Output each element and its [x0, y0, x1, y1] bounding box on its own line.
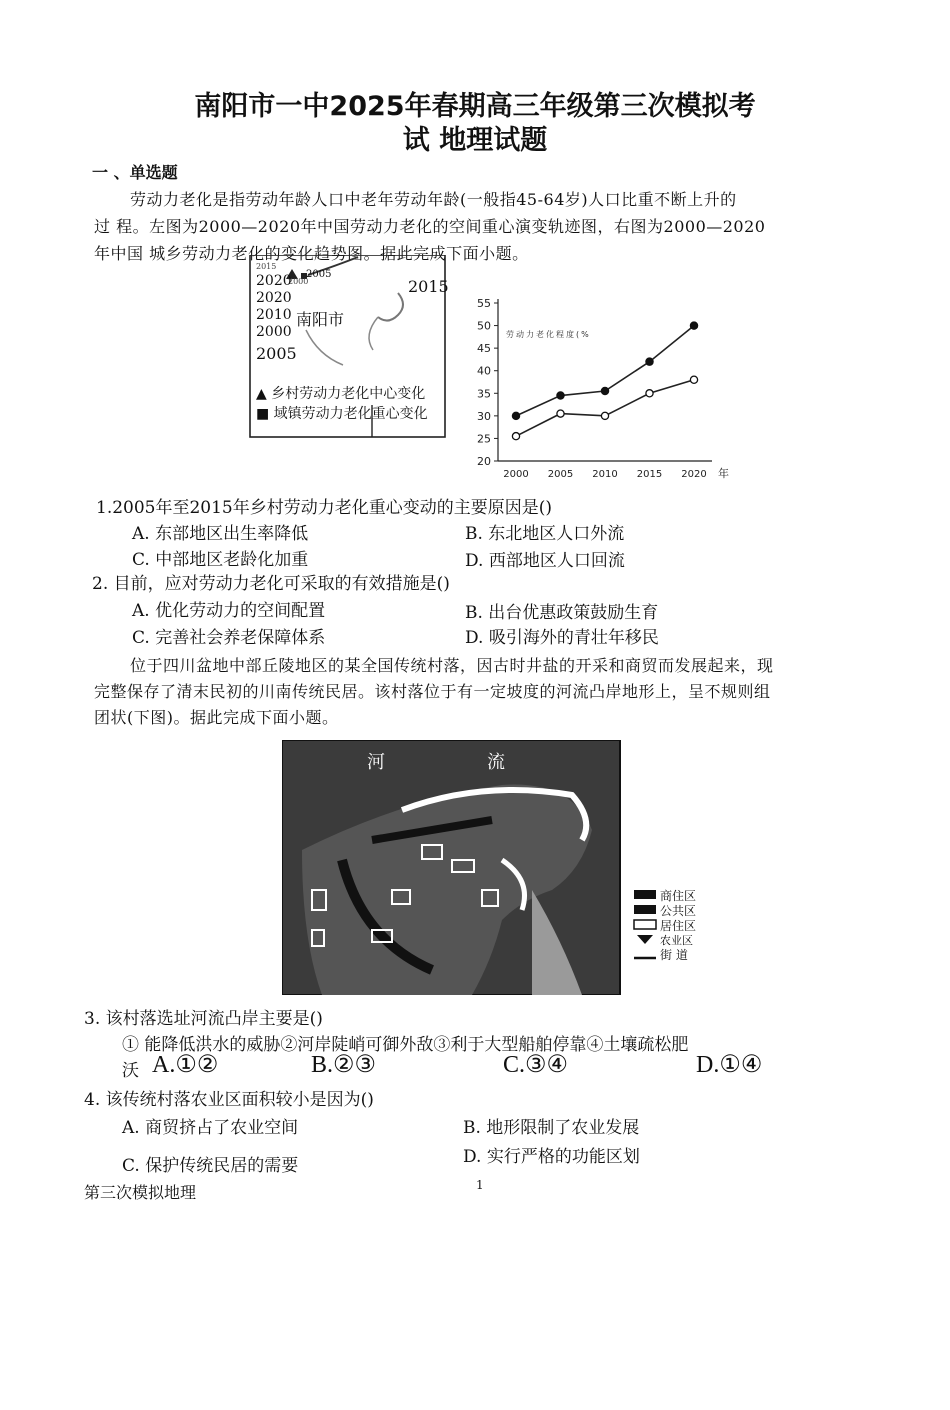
- q2-option-a[interactable]: A. 优化劳动力的空间配置: [132, 601, 326, 621]
- passage2-line2: 完整保存了清末民初的川南传统民居。该村落位于有一定坡度的河流凸岸地形上，呈不规则组: [94, 682, 771, 701]
- q4-stem: 4. 该传统村落农业区面积较小是因为(): [84, 1090, 374, 1110]
- data-point-hollow: [690, 376, 697, 383]
- trend-chart-svg: [462, 285, 740, 485]
- legend-agricultural: 农业区: [660, 934, 693, 947]
- x-tick-label: 2000: [503, 469, 529, 480]
- village-map: [282, 740, 700, 995]
- q1-option-b[interactable]: B. 东北地区人口外流: [465, 524, 625, 544]
- y-tick-label: 55: [477, 297, 491, 310]
- q2-stem: 2. 目前，应对劳动力老化可采取的有效措施是(): [92, 574, 450, 594]
- river-label-2: 流: [487, 752, 505, 773]
- x-tick-label: 2015: [636, 469, 663, 480]
- map-year-small-2005: 2005: [306, 269, 332, 280]
- q4-option-d[interactable]: D. 实行严格的功能区划: [463, 1147, 640, 1167]
- map-year-small-2015: 2015: [256, 262, 277, 271]
- data-point-filled: [512, 412, 519, 419]
- q1-stem: 1.2005年至2015年乡村劳动力老化重心变动的主要原因是(): [96, 498, 553, 518]
- footer-label: 第三次模拟地理: [84, 1183, 197, 1202]
- exam-title-line1: 南阳市一中2025年春期高三年级第三次模拟考: [194, 91, 756, 122]
- map-year-2020a: 2020: [256, 273, 292, 289]
- legend-commercial: 商住区: [660, 889, 697, 903]
- q4-option-b[interactable]: B. 地形限制了农业发展: [463, 1118, 640, 1138]
- y-tick-label: 30: [477, 409, 491, 423]
- legend-rural: ▲ 乡村劳动力老化中心变化: [256, 386, 426, 402]
- river-label-1: 河: [367, 752, 385, 773]
- q3-choices: ① 能降低洪水的威胁②河岸陡峭可御外敌③利于大型船舶停靠④土壤疏松肥: [122, 1035, 689, 1055]
- series-line-filled: [516, 326, 694, 416]
- y-axis-label: 劳动力老化程度(%: [506, 329, 591, 339]
- data-point-hollow: [512, 433, 519, 440]
- y-tick-label: 40: [477, 364, 491, 378]
- passage2-line3: 团状(下图)。据此完成下面小题。: [94, 708, 339, 727]
- map-year-2005: 2005: [256, 344, 297, 363]
- q2-option-d[interactable]: D. 吸引海外的青壮年移民: [465, 628, 659, 648]
- q3-option-a[interactable]: A.①②: [152, 1052, 219, 1078]
- map-year-2000: 2000: [256, 324, 292, 340]
- aging-trend-chart: [462, 285, 740, 485]
- map-year-2015: 2015: [408, 277, 449, 296]
- y-tick-label: 45: [477, 342, 491, 356]
- data-point-filled: [557, 392, 564, 399]
- q1-option-c[interactable]: C. 中部地区老龄化加重: [132, 550, 309, 570]
- q3-choices-cont: 沃: [122, 1061, 139, 1081]
- page-number: 1: [476, 1178, 484, 1192]
- passage1-line1: 劳动力老化是指劳动年龄人口中老年劳动年龄(一般指45-64岁)人口比重不断上升的: [130, 190, 737, 209]
- data-point-filled: [646, 358, 653, 365]
- data-point-hollow: [557, 410, 564, 417]
- q2-option-b[interactable]: B. 出台优惠政策鼓励生育: [465, 603, 659, 623]
- data-point-hollow: [601, 412, 608, 419]
- y-tick-label: 35: [477, 387, 491, 401]
- q4-option-a[interactable]: A. 商贸挤占了农业空间: [122, 1118, 299, 1138]
- data-point-filled: [601, 387, 608, 394]
- y-tick-label: 20: [477, 455, 491, 468]
- passage1-line2: 过 程。左图为2000—2020年中国劳动力老化的空间重心演变轨迹图，右图为2000—2020: [94, 217, 766, 236]
- data-point-filled: [690, 322, 697, 329]
- section-heading: 一 、单选题: [92, 163, 178, 182]
- q3-option-b[interactable]: B.②③: [311, 1052, 377, 1078]
- passage2-line1: 位于四川盆地中部丘陵地区的某全国传统村落，因古时井盐的开采和商贸而发展起来，现: [130, 656, 774, 675]
- x-unit-label: 年: [718, 467, 729, 480]
- nanyang-city-label: 南阳市: [296, 310, 345, 329]
- q1-option-a[interactable]: A. 东部地区出生率降低: [132, 524, 309, 544]
- legend-residential: 居住区: [660, 919, 697, 933]
- y-tick-label: 50: [477, 319, 491, 333]
- passage1-line3: 年中国 城乡劳动力老化的变化趋势图。据此完成下面小题。: [94, 244, 529, 263]
- village-map-svg: [282, 740, 700, 995]
- map-year-small-2000: 2000: [288, 277, 309, 286]
- q3-stem: 3. 该村落选址河流凸岸主要是(): [84, 1009, 323, 1029]
- x-tick-label: 2010: [592, 469, 618, 480]
- q3-option-d[interactable]: D.①④: [696, 1052, 763, 1078]
- x-tick-label: 2005: [547, 469, 574, 480]
- map-year-2020b: 2020: [256, 290, 292, 306]
- q1-option-d[interactable]: D. 西部地区人口回流: [465, 551, 625, 571]
- q2-option-c[interactable]: C. 完善社会养老保障体系: [132, 628, 326, 648]
- center-shift-map: [248, 255, 463, 440]
- legend-public: 公共区: [660, 904, 697, 918]
- q4-option-c[interactable]: C. 保护传统民居的需要: [122, 1156, 299, 1176]
- q3-option-c[interactable]: C.③④: [503, 1052, 569, 1078]
- x-tick-label: 2020: [681, 469, 707, 480]
- data-point-hollow: [646, 390, 653, 397]
- exam-title-line2: 试 地理试题: [402, 125, 548, 156]
- legend-street: 街 道: [660, 948, 688, 962]
- legend-urban: ■ 域镇劳动力老化重心变化: [256, 406, 428, 422]
- y-tick-label: 25: [477, 432, 491, 446]
- map-year-2010: 2010: [256, 307, 292, 323]
